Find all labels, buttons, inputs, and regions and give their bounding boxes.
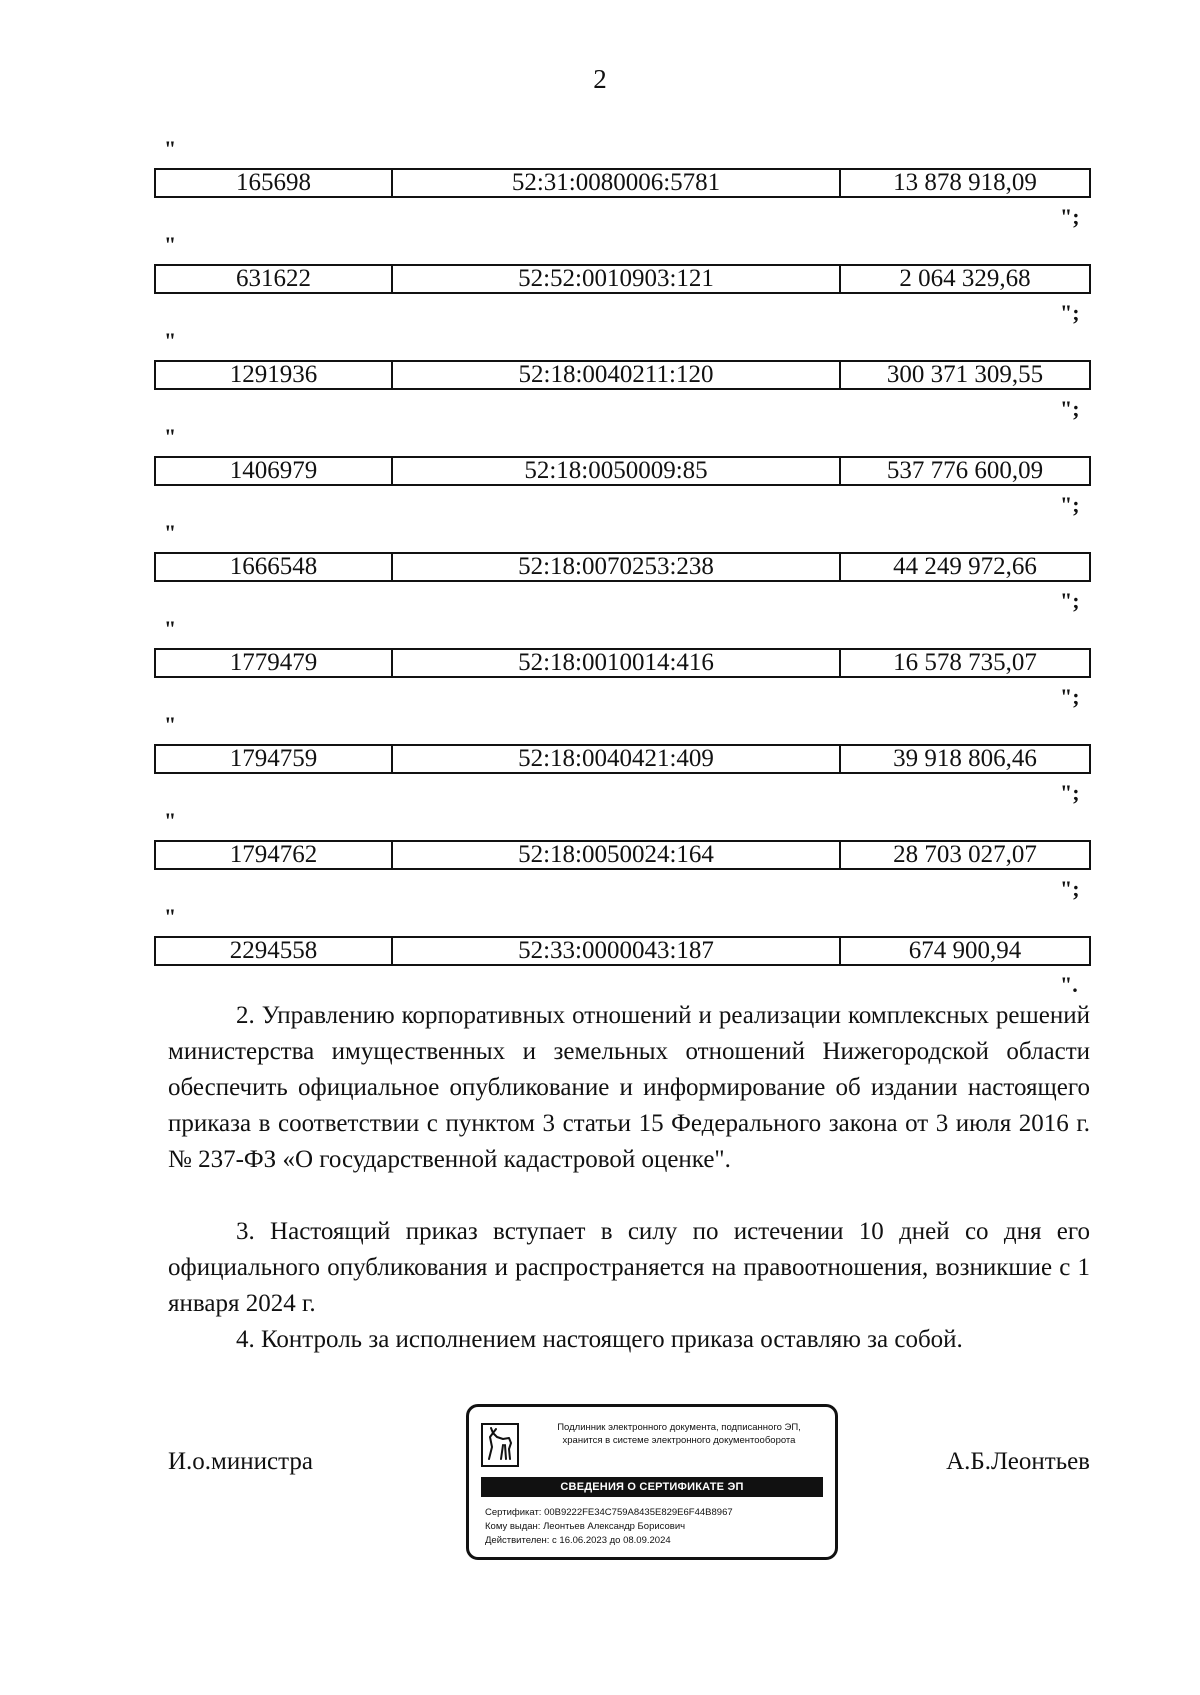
cadastral-number: 52:18:0010014:416 — [393, 650, 841, 676]
table-row — [154, 360, 1091, 390]
object-number: 1794762 — [156, 842, 393, 868]
page-number: 2 — [593, 64, 607, 94]
cadastral-value: 44 249 972,66 — [893, 554, 1037, 580]
closing-quote: "; — [1060, 396, 1080, 421]
table-row — [154, 840, 1091, 870]
closing-quote: "; — [1060, 684, 1080, 709]
object-number: 2294558 — [156, 938, 393, 964]
cadastral-value: 13 878 918,09 — [893, 170, 1037, 196]
opening-quote: " — [164, 808, 177, 833]
paragraph-2: 2. Управлению корпоративных отношений и реализации комплексных решений министерства имущественных и земельных отношений Нижегородской области обеспечить официальное опубликование и информирование об издании настоящего приказа в соответствии с пунктом 3 статьи 15 Федерального закона от 3 июля 2016 г. № 237-ФЗ «О государственной кадастровой оценке". — [168, 1002, 1090, 1173]
object-number: 631622 — [156, 266, 393, 292]
table-row — [154, 456, 1091, 486]
stamp-validity: Действителен: с 16.06.2023 до 08.09.2024 — [485, 1535, 671, 1546]
e-signature-stamp — [466, 1404, 838, 1560]
cadastral-value: 674 900,94 — [908, 938, 1022, 964]
table-row — [154, 264, 1091, 294]
opening-quote: " — [164, 232, 177, 257]
cadastral-value: 28 703 027,07 — [893, 842, 1037, 868]
cadastral-number: 52:52:0010903:121 — [393, 266, 841, 292]
deer-emblem-icon — [481, 1423, 519, 1467]
paragraph-3: 3. Настоящий приказ вступает в силу по истечении 10 дней со дня его официального опубликования и распространяется на правоотношения, возникшие с 1 января 2024 г. — [168, 1218, 1090, 1317]
cadastral-number: 52:18:0040211:120 — [393, 362, 841, 388]
cadastral-value: 537 776 600,09 — [886, 458, 1044, 484]
cadastral-number: 52:18:0050009:85 — [393, 458, 841, 484]
cadastral-value: 16 578 735,07 — [893, 650, 1037, 676]
stamp-note-line: Подлинник электронного документа, подписанного ЭП, — [557, 1422, 801, 1433]
object-number: 1406979 — [156, 458, 393, 484]
closing-quote: "; — [1060, 876, 1080, 901]
closing-quote: ". — [1060, 972, 1078, 997]
opening-quote: " — [164, 712, 177, 737]
table-row — [154, 744, 1091, 774]
stamp-issued-to: Кому выдан: Леонтьев Александр Борисович — [485, 1521, 686, 1532]
closing-quote: "; — [1060, 204, 1080, 229]
closing-quote: "; — [1060, 300, 1080, 325]
cadastral-number: 52:18:0070253:238 — [393, 554, 841, 580]
cadastral-value: 39 918 806,46 — [893, 746, 1037, 772]
table-row — [154, 936, 1091, 966]
table-row — [154, 648, 1091, 678]
object-number: 165698 — [156, 170, 393, 196]
closing-quote: "; — [1060, 780, 1080, 805]
opening-quote: " — [164, 328, 177, 353]
paragraph-4: 4. Контроль за исполнением настоящего приказа оставляю за собой. — [236, 1326, 963, 1353]
opening-quote: " — [164, 520, 177, 545]
opening-quote: " — [164, 616, 177, 641]
stamp-note — [525, 1421, 833, 1447]
cadastral-number: 52:18:0050024:164 — [393, 842, 841, 868]
opening-quote: " — [164, 904, 177, 929]
table-row — [154, 168, 1091, 198]
opening-quote: " — [164, 424, 177, 449]
table-row — [154, 552, 1091, 582]
opening-quote: " — [164, 136, 177, 161]
cadastral-number: 52:33:0000043:187 — [393, 938, 841, 964]
stamp-note-line: хранится в системе электронного документооборота — [562, 1435, 796, 1446]
closing-quote: "; — [1060, 588, 1080, 613]
cadastral-value: 2 064 329,68 — [899, 266, 1031, 292]
closing-quote: "; — [1060, 492, 1080, 517]
cadastral-number: 52:31:0080006:5781 — [393, 170, 841, 196]
object-number: 1779479 — [156, 650, 393, 676]
object-number: 1666548 — [156, 554, 393, 580]
stamp-certificate: Сертификат: 00B9222FE34C759A8435E829E6F44B8967 — [485, 1507, 733, 1518]
signer-position: И.о.министра — [168, 1448, 313, 1475]
object-number: 1291936 — [156, 362, 393, 388]
object-number: 1794759 — [156, 746, 393, 772]
cadastral-value: 300 371 309,55 — [886, 362, 1044, 388]
cadastral-number: 52:18:0040421:409 — [393, 746, 841, 772]
stamp-header: СВЕДЕНИЯ О СЕРТИФИКАТЕ ЭП — [481, 1477, 823, 1497]
signer-name: А.Б.Леонтьев — [946, 1448, 1090, 1475]
